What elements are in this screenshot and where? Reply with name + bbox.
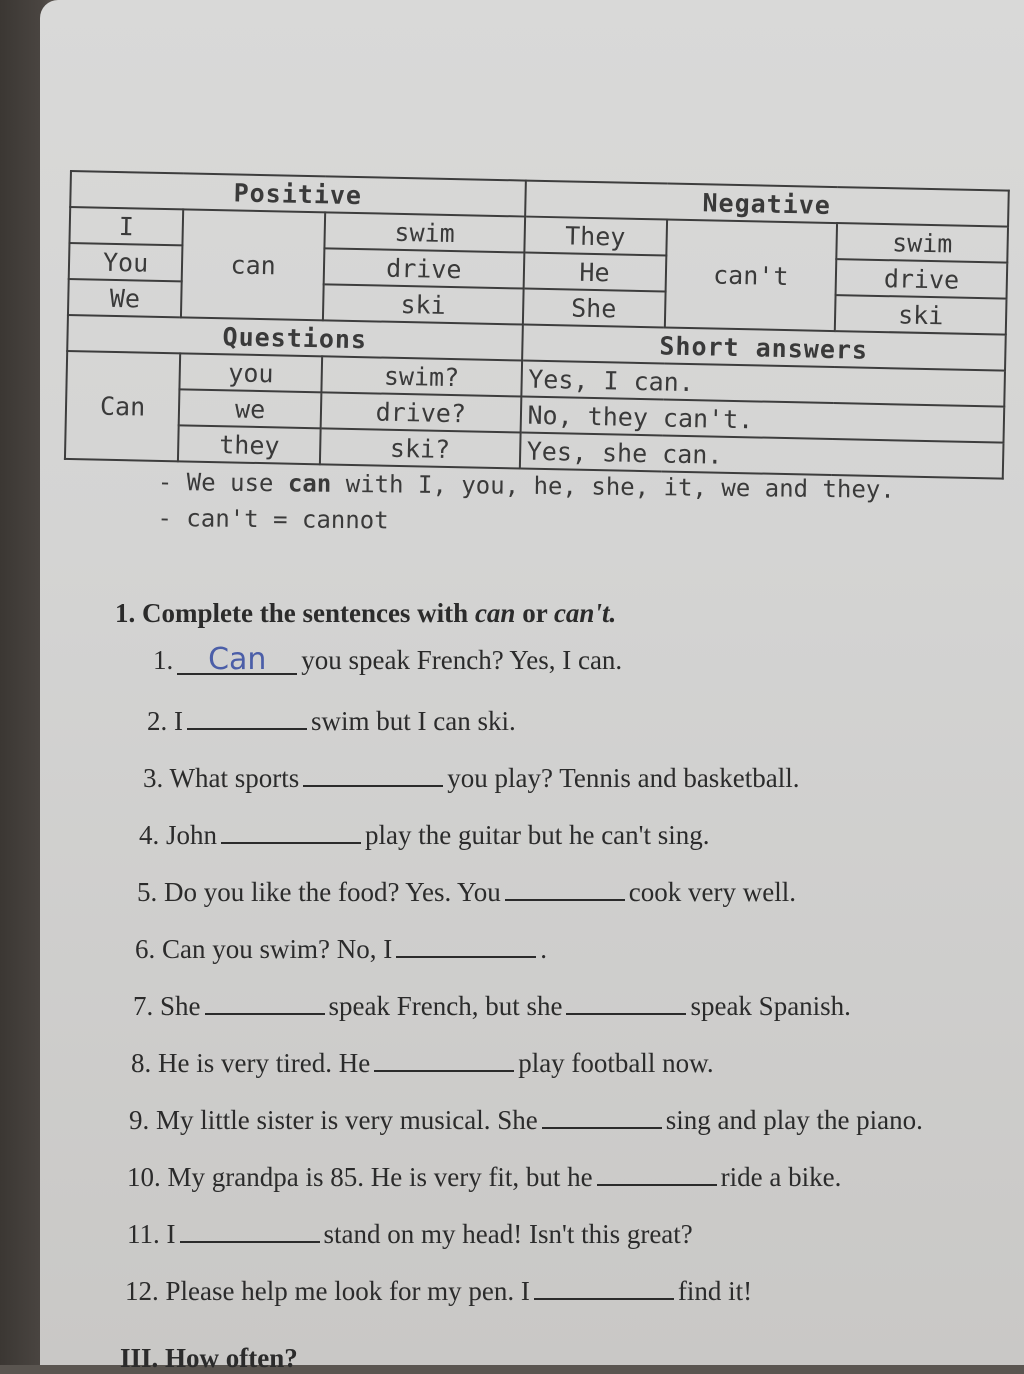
positive-verb: ski xyxy=(323,284,523,324)
note-line: - can't = cannot xyxy=(157,503,389,535)
short-answer: Yes, I can. xyxy=(521,361,1005,407)
answer-blank[interactable] xyxy=(221,816,361,844)
positive-verb: drive xyxy=(324,248,524,288)
exercise-item: 12. Please help me look for my pen. I find it! xyxy=(125,1272,1024,1329)
workbook-page xyxy=(40,0,1024,1373)
answer-blank[interactable] xyxy=(374,1044,514,1072)
answer-blank[interactable] xyxy=(505,873,625,901)
exercise-item: 5. Do you like the food? Yes. You cook very well. xyxy=(137,873,1024,930)
grammar-notes xyxy=(157,468,895,548)
exercise-item: 2. I swim but I can ski. xyxy=(147,702,1024,759)
negative-subject: They xyxy=(524,217,667,256)
note-line: - We use can with I, you, he, she, it, we and they. xyxy=(157,468,895,504)
exercise-item: 11. I stand on my head! Isn't this great? xyxy=(127,1215,1024,1272)
short-answers-header: Short answers xyxy=(522,325,1006,371)
grammar-table xyxy=(64,170,1010,480)
next-section-heading: III. How often? xyxy=(120,1343,298,1373)
positive-subject: We xyxy=(68,279,182,317)
negative-modal: can't xyxy=(664,220,837,332)
positive-header: Positive xyxy=(70,171,525,217)
answer-blank[interactable] xyxy=(303,759,443,787)
negative-verb: drive xyxy=(836,259,1007,299)
exercise-item: 8. He is very tired. He play football now. xyxy=(131,1044,1024,1101)
question-subject: you xyxy=(180,353,323,392)
answer-blank[interactable] xyxy=(534,1272,674,1300)
answer-blank[interactable] xyxy=(187,702,307,730)
answer-blank[interactable] xyxy=(542,1101,662,1129)
positive-modal: can xyxy=(181,209,325,320)
grammar-table-wrapper xyxy=(64,170,1020,480)
negative-verb: ski xyxy=(835,295,1006,335)
answer-blank[interactable] xyxy=(597,1158,717,1186)
exercise-item: 9. My little sister is very musical. She sing and play the piano. xyxy=(129,1101,1024,1158)
exercise-item: 7. She speak French, but she speak Spanish. xyxy=(133,987,1024,1044)
short-answer: No, they can't. xyxy=(520,396,1004,442)
negative-subject: He xyxy=(523,253,666,292)
question-verb: ski? xyxy=(320,428,520,468)
question-subject: they xyxy=(178,425,321,464)
answer-blank[interactable] xyxy=(396,930,536,958)
answer-blank[interactable]: Can xyxy=(177,647,297,675)
question-subject: we xyxy=(179,389,322,428)
negative-subject: She xyxy=(522,289,665,328)
negative-verb: swim xyxy=(837,223,1008,263)
question-verb: swim? xyxy=(321,356,521,396)
question-modal: Can xyxy=(65,351,180,461)
exercise-title: 1. Complete the sentences with can or can't. xyxy=(115,598,617,628)
exercise-item: 4. John play the guitar but he can't sing. xyxy=(139,816,1024,873)
answer-blank[interactable] xyxy=(180,1215,320,1243)
exercise-item: 10. My grandpa is 85. He is very fit, but he ride a bike. xyxy=(127,1158,1024,1215)
short-answer: Yes, she can. xyxy=(519,432,1003,478)
exercise-item: 6. Can you swim? No, I . xyxy=(135,930,1024,987)
positive-subject: You xyxy=(69,243,183,281)
exercise-item: 3. What sports you play? Tennis and basketball. xyxy=(143,759,1024,816)
questions-header: Questions xyxy=(67,315,522,361)
answer-blank[interactable] xyxy=(205,987,325,1015)
negative-header: Negative xyxy=(525,181,1009,227)
positive-subject: I xyxy=(69,207,183,245)
exercise-item: 1. Can you speak French? Yes, I can. xyxy=(153,642,623,677)
positive-verb: swim xyxy=(324,212,524,252)
answer-blank[interactable] xyxy=(566,987,686,1015)
question-verb: drive? xyxy=(321,392,521,432)
exercise-section xyxy=(115,598,1024,1329)
